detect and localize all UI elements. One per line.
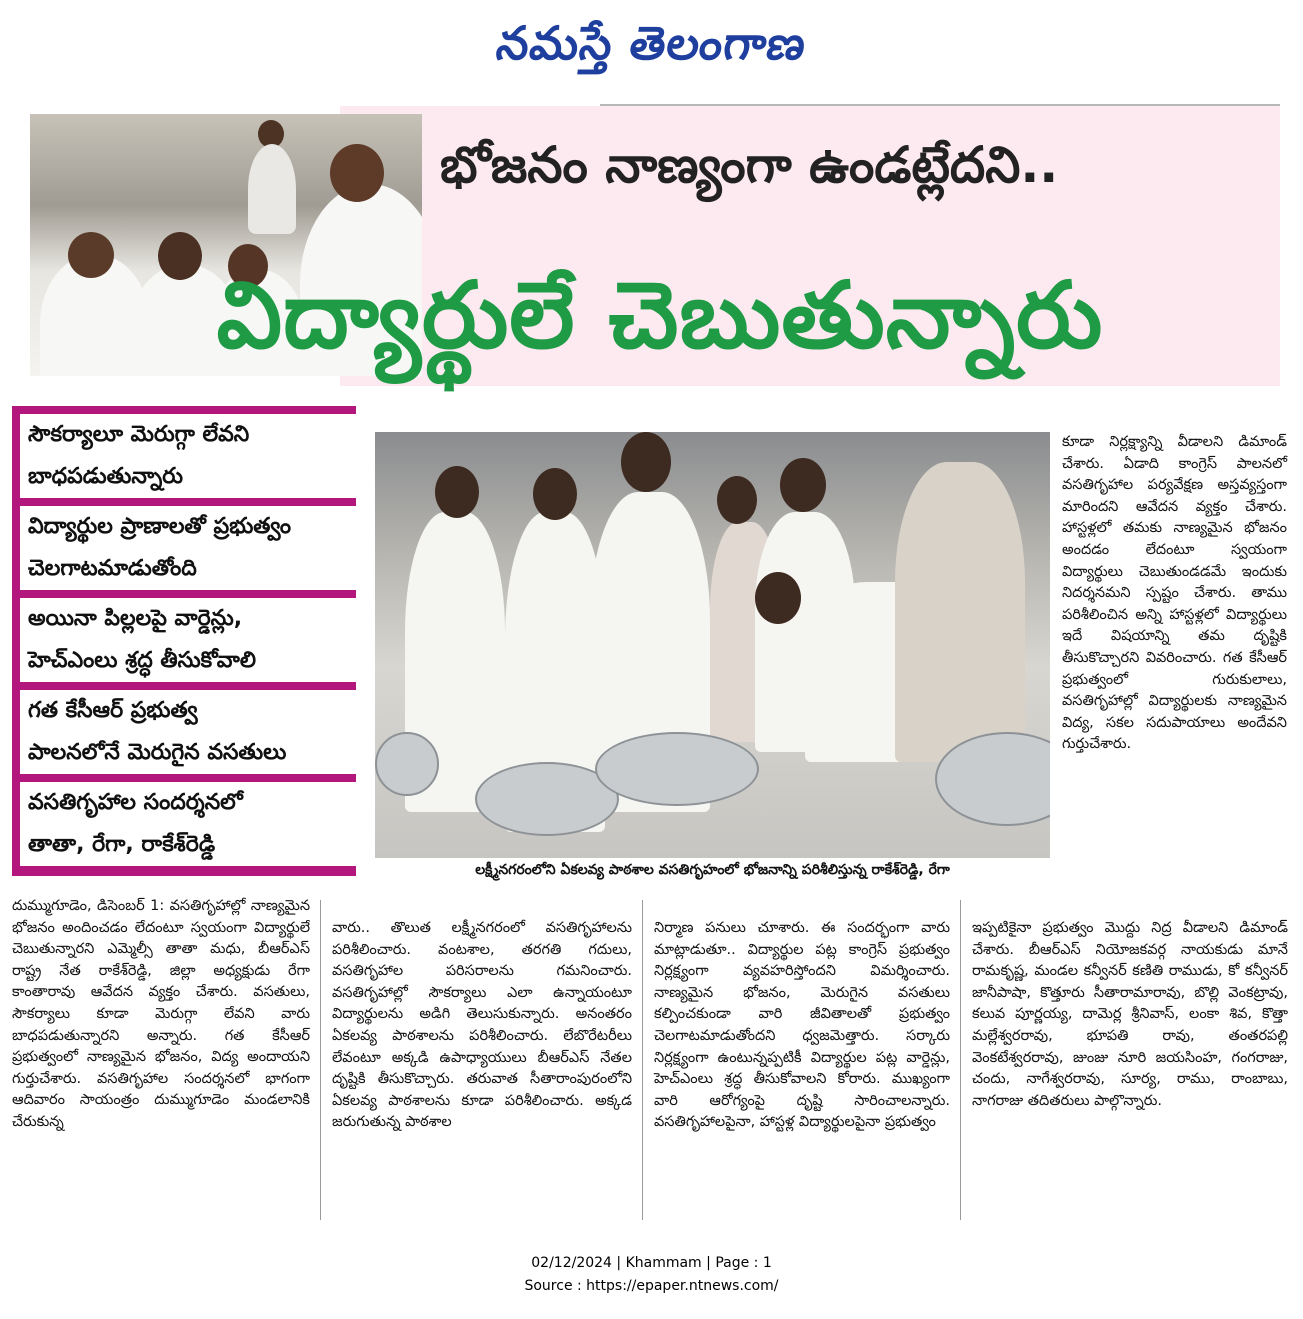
body-column-2 [332,918,632,1134]
column-divider [320,900,321,1220]
body-column-3 [654,918,950,1134]
body-text: కూడా నిర్లక్ష్యాన్ని వీడాలని డిమాండ్ చేశారు. ఏడాది కాంగ్రెస్ పాలనలో వసతిగృహాల పర్యవేక్షణ అస్తవ్యస్తంగా మారిందని ఆవేదన వ్యక్తం చేశారు. హాస్టళ్లలో తమకు నాణ్యమైన భోజనం అందడం లేదంటూ స్వయంగా విద్యార్థులు చెబుతుండడమే ఇందుకు నిదర్శనమని స్పష్టం చేశారు. తాము పరిశీలించిన అన్ని హాస్టళ్లలో విద్యార్థులు ఇదే విషయాన్ని తమ దృష్టికి తీసుకొచ్చారని వివరించారు. గత కేసీఆర్ ప్రభుత్వంలో గురుకులాలు, వసతిగృహాల్లో విద్యార్థులకు నాణ్యమైన విద్య, సకల సదుపాయాలు అందేవని గుర్తుచేశారు. [1062,434,1287,753]
highlight-line: తాతా, రేగా, రాకేశ్‌రెడ్డి [28,832,216,857]
story-kicker: భోజనం నాణ్యంగా ఉండట్లేదని.. [440,136,1059,194]
highlight-item [20,414,356,498]
footer-dateline: 02/12/2024 | Khammam | Page : 1 [531,1255,772,1271]
footer-source: Source : https://epaper.ntnews.com/ [524,1278,779,1294]
body-column-1 [12,896,310,1134]
highlight-line: పాలనలోనే మెరుగైన వసతులు [28,740,287,765]
highlight-line: అయినా పిల్లలపై వార్డెన్లు, [28,606,243,631]
highlights-sidebar [12,406,356,876]
body-column-right [1062,432,1287,756]
highlight-line: వసతిగృహాల సందర్శనలో [28,790,243,815]
column-divider [642,900,643,1220]
highlight-line: హెచ్‌ఎంలు శ్రద్ధ తీసుకోవాలి [28,648,256,673]
photo-hostel-inspection [375,432,1050,858]
body-text: ఇప్పటికైనా ప్రభుత్వం మొద్దు నిద్ర వీడాలని డిమాండ్ చేశారు. బీఆర్‌ఎస్ నియోజకవర్గ నాయకుడు మానే రామకృష్ణ, మండల కన్వీనర్ కణితి రాముడు, కో కన్వీనర్ జానీపాషా, కొత్తూరు సీతారామారావు, బొల్లి వెంకట్రావు, కలువ పూర్ణయ్య, దామెర్ల శ్రీనివాస్, లంకా శివ, కొత్తా మల్లేశ్వరరావు, భూపతి రావు, తంతరపల్లి వెంకటేశ్వరరావు, జుంజు నూరి జయసింహ, గంగరాజు, చందు, నాగేశ్వరరావు, సూర్య, రాము, రాంబాబు, నాగరాజు తదితరులు పాల్గొన్నారు. [972,920,1288,1109]
newspaper-logo: నమస్తే తెలంగాణ [493,16,810,70]
masthead [0,6,1303,80]
column-divider [960,900,961,1220]
highlight-item [20,690,356,774]
highlight-item [20,598,356,682]
highlight-line: గత కేసీఆర్ ప్రభుత్వ [28,698,198,723]
highlight-line: సౌకర్యాలూ మెరుగ్గా లేవని [28,422,250,447]
photo-caption: లక్ష్మీనగరంలోని ఏకలవ్య పాఠశాల వసతిగృహంలో భోజనాన్ని పరిశీలిస్తున్న రాకేశ్‌రెడ్డి, రేగా [475,862,950,878]
body-column-4 [972,918,1288,1112]
body-text: వారు.. తొలుత లక్ష్మీనగరంలో వసతిగృహాలను పరిశీలించారు. వంటశాల, తరగతి గదులు, వసతిగృహాల పరిసరాలను గమనించారు. వసతిగృహాల్లో సౌకర్యాలు ఎలా ఉన్నాయంటూ విద్యార్థులను అడిగి తెలుసుకున్నారు. అనంతరం ఏకలవ్య పాఠశాలను పరిశీలించారు. లేబొరేటరీలు లేవంటూ అక్కడి ఉపాధ్యాయులు బీఆర్‌ఎస్ నేతల దృష్టికి తీసుకొచ్చారు. తరువాత సీతారాంపురంలోని ఏకలవ్య పాఠశాలను కూడా పరిశీలించారు. అక్కడ జరుగుతున్న పాఠశాల [332,920,632,1131]
story-headline: విద్యార్థులే చెబుతున్నారు [216,262,1104,369]
highlight-item [20,782,356,866]
highlight-line: చెలగాటమాడుతోంది [28,556,197,581]
body-text: నిర్మాణ పనులు చూశారు. ఈ సందర్భంగా వారు మాట్లాడుతూ.. విద్యార్థుల పట్ల కాంగ్రెస్ ప్రభుత్వం నిర్లక్ష్యంగా వ్యవహరిస్తోందని విమర్శించారు. నాణ్యమైన భోజనం, మెరుగైన వసతులు కల్పించకుండా వారి జీవితాలతో ప్రభుత్వం చెలగాటమాడుతోందని ధ్వజమెత్తారు. సర్కారు నిర్లక్ష్యంగా ఉంటున్నప్పటికీ విద్యార్థుల పట్ల వార్డెన్లు, హెచ్‌ఎంలు శ్రద్ధ తీసుకోవాలని కోరారు. ముఖ్యంగా వారి ఆరోగ్యంపై దృష్టి సారించాలన్నారు. వసతిగృహాలపైనా, హాస్టళ్ల విద్యార్థులపైనా ప్రభుత్వం [654,920,950,1131]
highlight-item [20,506,356,590]
body-text: దుమ్ముగూడెం, డిసెంబర్ 1: వసతిగృహాల్లో నాణ్యమైన భోజనం అందించడం లేదంటూ స్వయంగా విద్యార్థులే చెబుతున్నారని ఎమ్మెల్సీ తాతా మధు, బీఆర్‌ఎస్ రాష్ట్ర నేత రాకేశ్‌రెడ్డి, జిల్లా అధ్యక్షుడు రేగా కాంతారావు ఆవేదన వ్యక్తం చేశారు. వసతులు, సౌకర్యాలు కూడా మెరుగ్గా లేవని వారు బాధపడుతున్నారని అన్నారు. గత కేసీఆర్ ప్రభుత్వంలో నాణ్యమైన భోజనం, విద్య అందాయని గుర్తుచేశారు. వసతిగృహాల సందర్శనలో భాగంగా ఆదివారం సాయంత్రం దుమ్ముగూడెం మండలానికి చేరుకున్న [12,898,310,1130]
highlight-line: విద్యార్థుల ప్రాణాలతో ప్రభుత్వం [28,514,292,539]
highlight-line: బాధపడుతున్నారు [28,464,183,489]
